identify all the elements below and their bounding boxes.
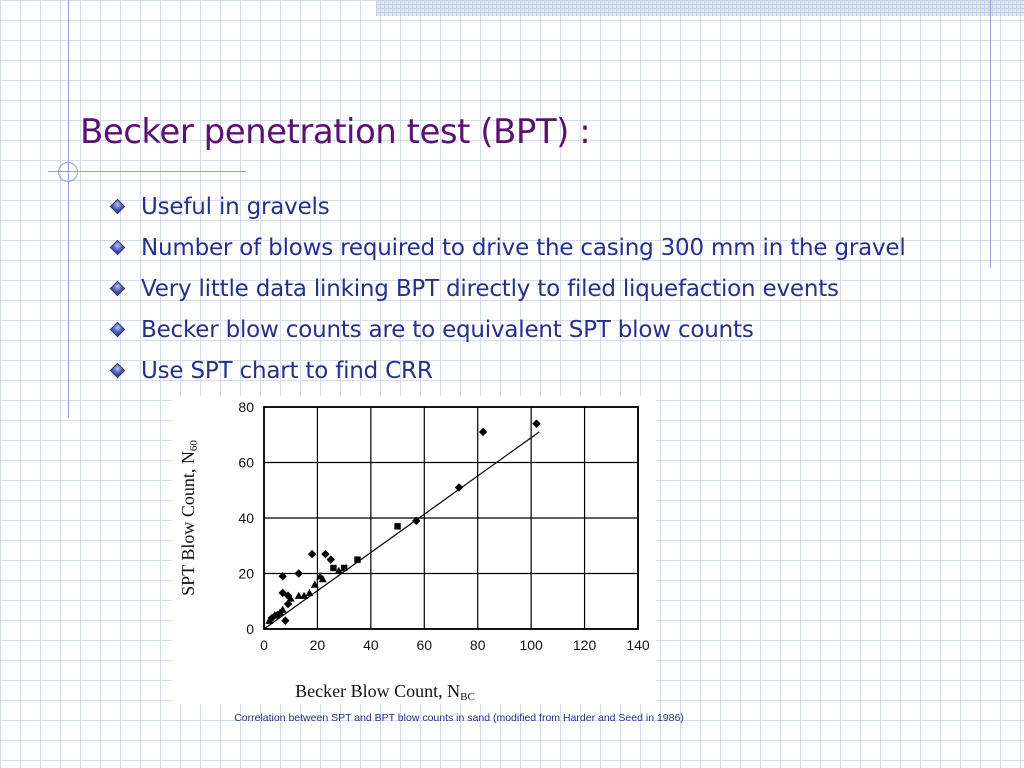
x-tick-label: 40: [363, 637, 379, 653]
x-axis-label: Becker Blow Count, NBC: [295, 681, 475, 703]
diamond-bullet-icon: [110, 240, 126, 256]
x-tick-label: 20: [309, 637, 326, 653]
diamond-bullet-icon: [110, 281, 126, 297]
y-tick-label: 20: [238, 565, 254, 582]
figure-caption-row: [0, 706, 1024, 725]
y-tick-label: 0: [246, 621, 254, 637]
data-point-triangle: [305, 589, 313, 596]
bullet-text: Use SPT chart to find CRR: [141, 357, 433, 384]
diamond-bullet-icon: [110, 199, 126, 215]
x-tick-label: 140: [626, 637, 650, 653]
data-point-square: [354, 556, 360, 562]
data-point-square: [394, 523, 400, 529]
spt-bpt-scatter-chart: [172, 396, 656, 704]
bullet-item: [108, 309, 906, 350]
data-point-diamond: [281, 616, 289, 624]
x-tick-label: 0: [260, 637, 268, 653]
bullet-item: [108, 227, 906, 268]
bullet-item: [108, 268, 906, 309]
decorative-vertical-line-left: [68, 0, 69, 418]
bullet-list: [108, 186, 906, 391]
bullet-item: [108, 186, 906, 227]
y-tick-label: 80: [238, 399, 254, 415]
y-axis-label: SPT Blow Count, N60: [178, 440, 200, 596]
y-tick-label: 40: [238, 510, 254, 526]
x-tick-label: 60: [416, 637, 433, 653]
bullet-text: Becker blow counts are to equivalent SPT blow counts: [141, 316, 754, 343]
data-point-square: [341, 565, 347, 571]
x-tick-label: 100: [519, 637, 543, 653]
bullet-text: Very little data linking BPT directly to filed liquefaction events: [141, 275, 839, 302]
bullet-text: Useful in gravels: [141, 193, 330, 220]
data-point-square: [330, 565, 336, 571]
data-point-diamond: [455, 483, 463, 491]
data-point-diamond: [479, 428, 487, 436]
x-tick-label: 80: [469, 637, 486, 653]
y-tick-label: 60: [238, 454, 254, 471]
data-point-diamond: [532, 419, 540, 427]
decorative-vertical-line-right: [990, 0, 991, 268]
chart-panel: [172, 396, 656, 704]
data-point-diamond: [308, 550, 316, 558]
bullet-item: [108, 350, 906, 391]
data-point-diamond: [295, 569, 303, 577]
slide-title: Becker penetration test (BPT) :: [80, 112, 591, 152]
data-point-diamond: [327, 555, 335, 563]
trend-line: [264, 432, 539, 629]
bullet-text: Number of blows required to drive the casing 300 mm in the gravel: [141, 234, 906, 261]
decorative-circle-icon: [58, 162, 78, 182]
diamond-bullet-icon: [110, 322, 126, 338]
data-point-diamond: [321, 550, 329, 558]
x-tick-label: 120: [572, 637, 597, 653]
diamond-bullet-icon: [110, 363, 126, 379]
figure-caption: Correlation between SPT and BPT blow counts in sand (modified from Harder and Seed in 1986): [234, 712, 684, 724]
top-decorative-band: [376, 0, 1024, 16]
